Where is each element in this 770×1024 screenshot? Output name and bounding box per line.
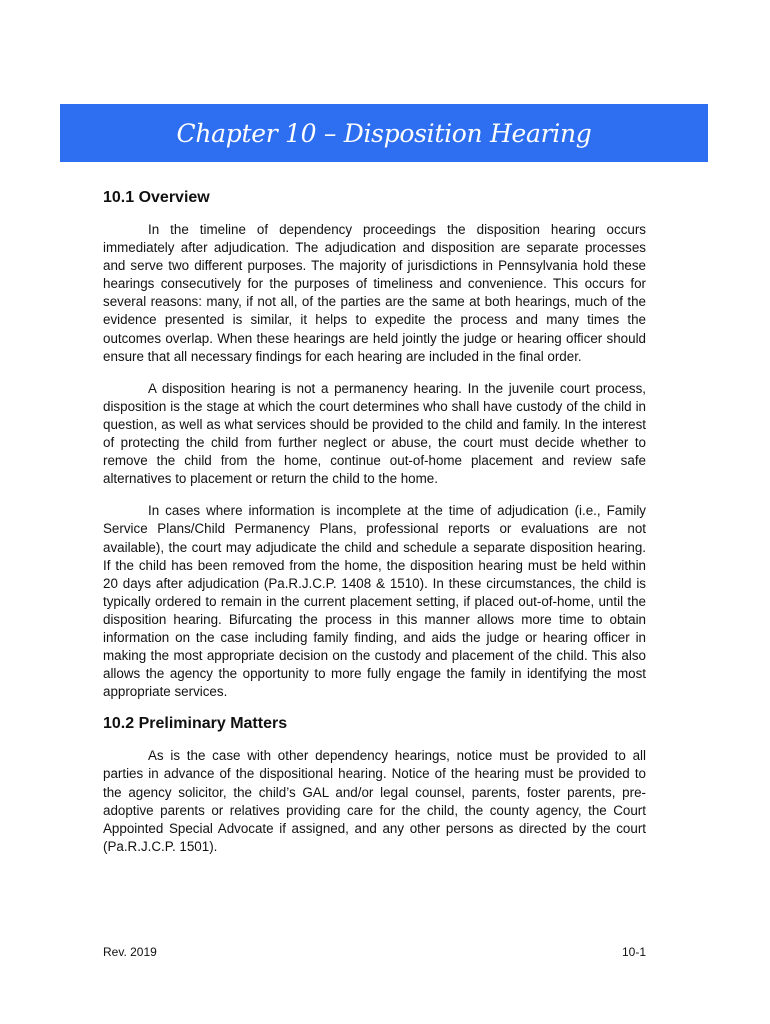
chapter-title: Chapter 10 – Disposition Hearing xyxy=(176,118,592,148)
paragraph: As is the case with other dependency hearings, notice must be provided to all parties in advance of the dispositional hearing. Notice of the hearing must be provided to the agency solicitor, the child’s GAL and/or legal counsel, parents, foster parents, pre-adoptive parents or relatives providing care for the child, the county agency, the Court Appointed Special Advocate if assigned, and any other persons as directed by the court (Pa.R.J.C.P. 1501). xyxy=(103,748,646,854)
document-body xyxy=(103,189,646,870)
chapter-banner xyxy=(60,104,708,162)
footer-revision: Rev. 2019 xyxy=(103,945,157,959)
paragraph: A disposition hearing is not a permanency hearing. In the juvenile court process, disposition is the stage at which the court determines who shall have custody of the child in question, as well as what services should be provided to the child and family. In the interest of protecting the child from further neglect or abuse, the court must decide whether to remove the child from the home, continue out-of-home placement and review safe alternatives to placement or return the child to the home. xyxy=(103,380,646,487)
paragraph: In the timeline of dependency proceedings the disposition hearing occurs immediately after adjudication. The adjudication and disposition are separate processes and serve two different purposes. The majority of jurisdictions in Pennsylvania hold these hearings consecutively for the purposes of timeliness and convenience. This occurs for several reasons: many, if not all, of the parties are the same at both hearings, much of the evidence presented is similar, it helps to expedite the process and many times the outcomes overlap. When these hearings are held jointly the judge or hearing officer should ensure that all necessary findings for each hearing are included in the final order. xyxy=(103,222,646,364)
paragraph: In cases where information is incomplete at the time of adjudication (i.e., Family Service Plans/Child Permanency Plans, professional reports or evaluations are not available), the court may adjudicate the child and schedule a separate disposition hearing. If the child has been removed from the home, the disposition hearing must be held within 20 days after adjudication (Pa.R.J.C.P. 1408 & 1510). In these circumstances, the child is typically ordered to remain in the current placement setting, if placed out-of-home, until the disposition hearing. Bifurcating the process in this manner allows more time to obtain information on the case including family finding, and aids the judge or hearing officer in making the most appropriate decision on the custody and placement of the child. This also allows the agency the opportunity to more fully engage the family in identifying the most appropriate services. xyxy=(103,503,646,700)
section-heading-preliminary-matters: 10.2 Preliminary Matters xyxy=(103,715,288,733)
section-heading-overview: 10.1 Overview xyxy=(103,189,210,206)
footer-page-number: 10-1 xyxy=(621,945,646,959)
